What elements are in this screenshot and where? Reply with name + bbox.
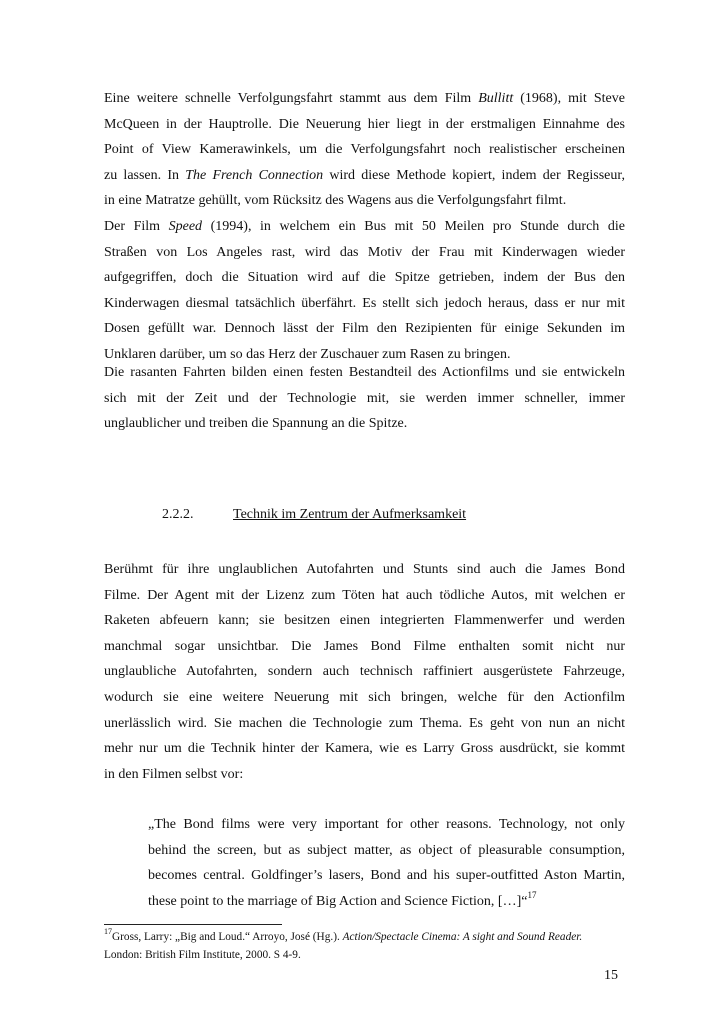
quote-line: becomes central. Goldfinger’s lasers, Bond and his super-outfitted Aston Martin, [148,868,625,884]
text-line: Unklaren darüber, um so das Herz der Zuschauer zum Rasen zu bringen. [104,346,511,362]
text-line: Filme. Der Agent mit der Lizenz zum Töten hat auch tödliche Autos, mit welchen er [104,587,625,603]
footnote-reference[interactable]: 17 [527,890,537,901]
text-line: Point of View Kamerawinkels, um die Verfolgungsfahrt noch realistischer erscheinen [104,142,625,158]
footnote [104,929,625,964]
quote-line: these point to the marriage of Big Action and Science Fiction, […]“$^{17}$ [148,890,537,909]
quote-line: „The Bond films were very important for other reasons. Technology, not only [148,817,625,832]
text-line: mehr nur um die Technik hinter der Kamera, wie es Larry Gross ausdrückt, sie kommt [104,741,625,757]
text-line: in den Filmen selbst vor: [104,766,244,782]
section-title: Technik im Zentrum der Aufmerksamkeit [233,507,467,522]
block-quote [148,812,625,914]
text-line: Die rasanten Fahrten bilden einen festen Bestandteil des Actionfilms und sie entwickeln [104,365,625,380]
text-line: sich mit der Zeit und der Technologie mit, sie werden immer schneller, immer [104,390,625,406]
text-line: unglaublicher und treiben die Spannung an die Spitze. [104,416,408,432]
footnote-book-title: Action/Spectacle Cinema: A sight and Sound Reader. [342,931,583,943]
paragraph-bullitt [104,86,625,214]
text-line: aufgegriffen, doch die Situation wird auf die Spitze getrieben, indem der Bus den [104,270,625,286]
page-number: 15 [604,968,618,983]
text-line: Der Film Speed (1994), in welchem ein Bus mit 50 Meilen pro Stunde durch die [104,219,625,234]
text-line: in eine Matratze gehüllt, vom Rücksitz des Wagens aus die Verfolgungsfahrt filmt. [104,193,567,209]
text-line: Raketen abfeuern kann; sie besitzen einen integrierten Flammenwerfer und werden [104,613,625,629]
text-line: wodurch sie eine weitere Neuerung mit sich bringen, welche für den Actionfilm [104,689,625,705]
paragraph-james-bond [104,557,625,787]
film-title-bullitt: Bullitt [478,91,514,106]
text-line: unerlässlich wird. Sie machen die Technologie zum Thema. Es geht von nun an nicht [104,715,625,731]
text-line: zu lassen. In The French Connection wird diese Methode kopiert, indem der Regisseur, [104,167,625,183]
text-line: manchmal sogar unsichtbar. Die James Bond Filme enthalten somit nicht nur [104,638,625,654]
film-title-french-connection: The French Connection [185,167,324,183]
paragraph-rasante-fahrten [104,360,625,437]
text-line: Straßen von Los Angeles rast, wird das Motiv der Frau mit Kinderwagen wieder [104,244,625,260]
film-title-speed: Speed [168,219,203,234]
footnote-number: 17 [104,927,112,937]
text-line: Kinderwagen diesmal tatsächlich überfährt. Es stellt sich jedoch heraus, dass er nur mit [104,295,625,311]
text-line: unglaubliche Autofahrten, sondern auch technisch raffiniert ausgerüstete Fahrzeuge, [104,664,625,680]
footnote-separator [104,924,282,925]
text-line: McQueen in der Hauptrolle. Die Neuerung hier liegt in der erstmaligen Einnahme des [104,116,625,132]
text-line: Berühmt für ihre unglaublichen Autofahrten und Stunts sind auch die James Bond [104,562,625,577]
text-line: Eine weitere schnelle Verfolgungsfahrt stammt aus dem Film Bullitt (1968), mit Steve [104,91,625,106]
footnote-line: London: British Film Institute, 2000. S 4-9. [104,948,301,961]
footnote-line: $^{17}$Gross, Larry: „Big and Loud.“ Arroyo, José (Hg.). Action/Spectacle Cinema: A sight and Sound Reader. [104,927,583,943]
quote-line: behind the screen, but as subject matter, as object of pleasurable consumption, [148,842,625,858]
text-line: Dosen gefüllt war. Dennoch lässt der Film den Rezipienten für einige Sekunden im [104,321,625,337]
section-number: 2.2.2. [162,507,194,522]
paragraph-speed [104,214,625,368]
